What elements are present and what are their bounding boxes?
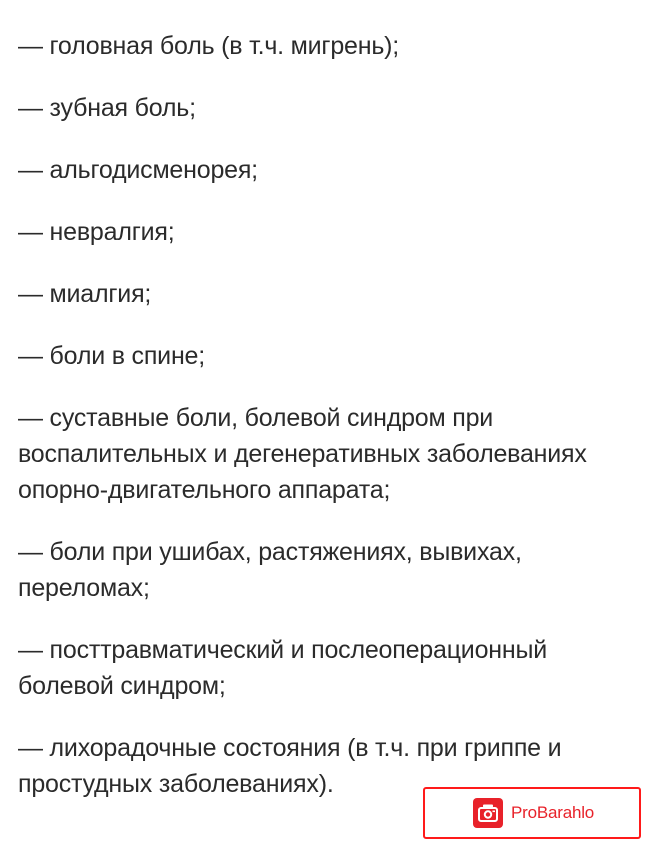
list-item: — миалгия;: [18, 280, 152, 308]
watermark-brand-text: ProBarahlo: [511, 803, 595, 822]
probarahlo-watermark: [423, 787, 641, 839]
list-item: — невралгия;: [18, 218, 175, 246]
camera-store-icon: [473, 798, 503, 828]
indications-list: [18, 28, 638, 802]
list-item: — зубная боль;: [18, 94, 196, 122]
list-item: — посттравматический и послеоперационный болевой синдром;: [18, 636, 548, 700]
list-item: — головная боль (в т.ч. мигрень);: [18, 32, 400, 60]
list-item: — суставные боли, болевой синдром при воспалительных и дегенеративных заболеваниях опорно-двигательного аппарата;: [18, 404, 587, 504]
list-item: — альгодисменорея;: [18, 156, 258, 184]
list-item: — боли в спине;: [18, 342, 206, 370]
list-item: — лихорадочные состояния (в т.ч. при гриппе и простудных заболеваниях).: [18, 734, 562, 798]
list-item: — боли при ушибах, растяжениях, вывихах, переломах;: [18, 538, 522, 602]
